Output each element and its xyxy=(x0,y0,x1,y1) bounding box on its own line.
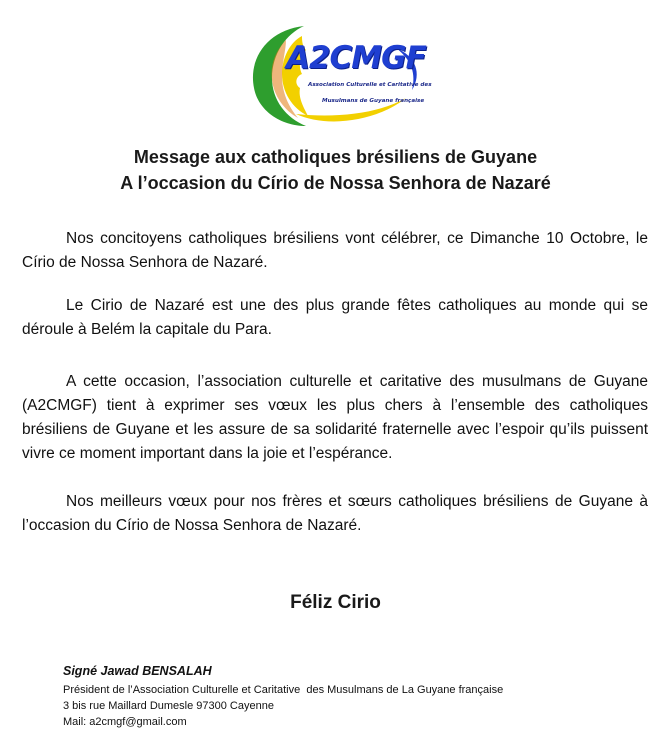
logo-subtitle-line2: Musulmans de Guyane française xyxy=(322,98,425,104)
logo-wordmark: A2CMGF xyxy=(286,40,426,76)
title-line-2: A l’occasion du Círio de Nossa Senhora de Nazaré xyxy=(120,173,551,193)
paragraph-3: A cette occasion, l’association culturelle et caritative des musulmans de Guyane (A2CMGF) tient à exprimer ses vœux les plus chers à l’ensemble des catholiques brésiliens de Guyane et les assure de sa solidarité fraternelle avec l’espoir qu’ils puissent vivre ce moment important dans la joie et l’espérance. xyxy=(22,373,648,462)
signature-name: Signé Jawad BENSALAH xyxy=(63,664,212,678)
title-line-1: Message aux catholiques brésiliens de Guyane xyxy=(133,147,538,167)
paragraph-1: Nos concitoyens catholiques brésiliens vont célébrer, ce Dimanche 10 Octobre, le Círio de Nossa Senhora de Nazaré. xyxy=(22,230,648,271)
logo-subtitle-line1: Association Culturelle et Caritative des xyxy=(308,82,432,88)
closing-greeting: Féliz Cirio xyxy=(290,592,381,613)
signature-role: Président de l’Association Culturelle et Caritative des Musulmans de La Guyane française xyxy=(63,684,504,696)
a2cmgf-logo xyxy=(246,18,436,130)
paragraph-4: Nos meilleurs vœux pour nos frères et sœurs catholiques brésiliens de Guyane à l’occasion du Círio de Nossa Senhora de Nazaré. xyxy=(22,493,648,534)
paragraph-2: Le Cirio de Nazaré est une des plus grande fêtes catholiques au monde qui se déroule à Belém la capitale du Para. xyxy=(22,297,648,338)
signature-address: 3 bis rue Maillard Dumesle 97300 Cayenne xyxy=(63,700,274,712)
signature-mail: Mail: a2cmgf@gmail.com xyxy=(63,716,187,728)
